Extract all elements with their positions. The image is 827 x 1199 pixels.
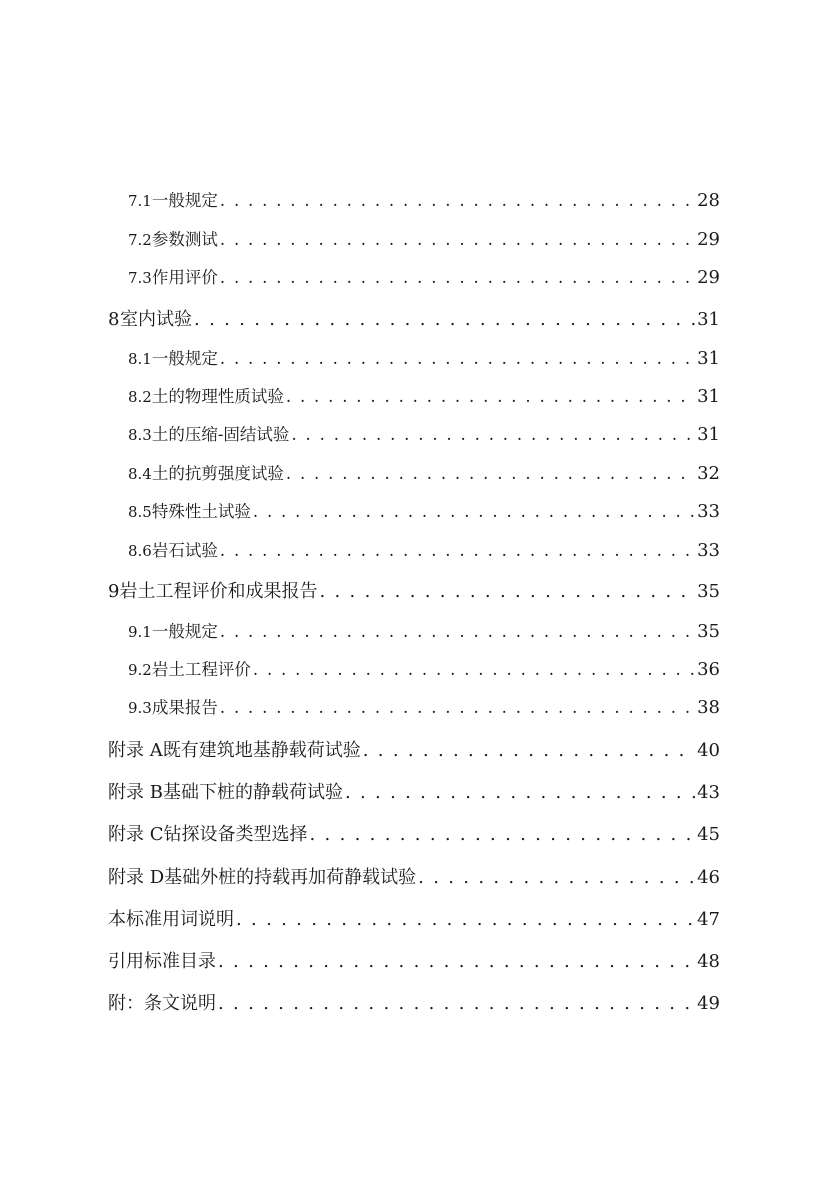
- toc-title: 土的物理性质试验: [151, 387, 284, 406]
- toc-entry-8-3[interactable]: [128, 421, 720, 445]
- toc-entry-9[interactable]: [108, 577, 720, 603]
- dot-leader: [220, 268, 695, 287]
- toc-entry-7-3[interactable]: [128, 264, 720, 288]
- toc-entry-7-2[interactable]: [128, 226, 720, 250]
- toc-page-number: 35: [697, 621, 720, 642]
- toc-number: 附录 B: [108, 782, 163, 803]
- toc-page-number: 28: [697, 190, 720, 211]
- toc-page-number: 32: [697, 463, 720, 484]
- toc-title: 基础外桩的持载再加荷静载试验: [164, 867, 417, 888]
- toc-title: 一般规定: [151, 349, 218, 368]
- dot-leader: [286, 464, 695, 483]
- dot-leader: [236, 909, 695, 930]
- toc-page-number: 49: [697, 993, 720, 1014]
- toc-title: 岩土工程评价和成果报告: [119, 581, 318, 602]
- toc-number: 8.1: [128, 350, 152, 368]
- toc-entry-8-1[interactable]: [128, 345, 720, 369]
- toc-title: 室内试验: [120, 309, 193, 330]
- toc-title: 岩土工程评价: [151, 660, 251, 679]
- dot-leader: [194, 309, 695, 330]
- toc-title: 参数测试: [151, 230, 218, 249]
- toc-number: 8.5: [128, 503, 152, 521]
- dot-leader: [253, 660, 695, 679]
- toc-number: 8.2: [128, 388, 152, 406]
- toc-title: 作用评价: [151, 268, 218, 287]
- dot-leader: [345, 782, 695, 803]
- toc-number: 9.1: [128, 623, 152, 641]
- toc-title: 钻探设备类型选择: [163, 824, 308, 845]
- dot-leader: [310, 824, 696, 845]
- toc-title: 一般规定: [151, 191, 218, 210]
- toc-entry-appendix-c[interactable]: [108, 820, 720, 846]
- toc-entry-8-6[interactable]: [128, 537, 720, 561]
- toc-page-number: 38: [697, 697, 720, 718]
- toc-entry-appendix-b[interactable]: [108, 778, 720, 804]
- toc-number: 7.3: [128, 269, 152, 287]
- toc-entry-appendix-d[interactable]: [108, 863, 720, 889]
- toc-number: 8.6: [128, 542, 152, 560]
- dot-leader: [218, 951, 695, 972]
- toc-entry-9-1[interactable]: [128, 618, 720, 642]
- toc-page-number: 35: [697, 581, 720, 602]
- toc-page-number: 36: [697, 659, 720, 680]
- toc-number: 8.4: [128, 465, 152, 483]
- toc-title: 一般规定: [151, 622, 218, 641]
- dot-leader: [418, 867, 695, 888]
- toc-entry-9-2[interactable]: [128, 656, 720, 680]
- toc-page-number: 40: [697, 740, 720, 761]
- toc-title: 引用标准目录: [108, 951, 216, 972]
- toc-number: 9.2: [128, 661, 152, 679]
- toc-number: 7.2: [128, 231, 152, 249]
- toc-entry-7-1[interactable]: [128, 187, 720, 211]
- toc-entry-8[interactable]: [108, 305, 720, 331]
- dot-leader: [363, 740, 695, 761]
- toc-page-number: 45: [697, 824, 720, 845]
- toc-entry-8-2[interactable]: [128, 383, 720, 407]
- toc-title: 特殊性土试验: [151, 502, 251, 521]
- toc-number: 8.3: [128, 426, 152, 444]
- dot-leader: [220, 541, 695, 560]
- toc-title: 附：条文说明: [108, 993, 216, 1014]
- toc-number: 附录 A: [108, 740, 163, 761]
- toc-page-number: 43: [697, 782, 720, 803]
- toc-page-number: 33: [697, 501, 720, 522]
- dot-leader: [220, 622, 695, 641]
- toc-title: 成果报告: [151, 698, 218, 717]
- dot-leader: [220, 349, 695, 368]
- dot-leader: [253, 502, 695, 521]
- dot-leader: [220, 698, 695, 717]
- toc-number: 7.1: [128, 192, 152, 210]
- toc-title: 土的抗剪强度试验: [151, 464, 284, 483]
- toc-title: 本标准用词说明: [108, 909, 234, 930]
- toc-entry-8-4[interactable]: [128, 460, 720, 484]
- toc-page-number: 31: [697, 348, 720, 369]
- toc-page-number: 31: [697, 386, 720, 407]
- toc-entry-appendix-a[interactable]: [108, 736, 720, 762]
- toc-page-number: 31: [697, 309, 720, 330]
- toc-title: 基础下桩的静载荷试验: [162, 782, 343, 803]
- toc-entry-commentary[interactable]: [108, 989, 720, 1015]
- toc-page-number: 33: [697, 540, 720, 561]
- toc-number: 8: [108, 309, 120, 330]
- dot-leader: [218, 993, 695, 1014]
- toc-number: 附录 C: [108, 824, 164, 845]
- toc-page-number: 46: [697, 867, 720, 888]
- toc-title: 岩石试验: [151, 541, 218, 560]
- toc-number: 附录 D: [108, 867, 165, 888]
- toc-page-number: 47: [697, 909, 720, 930]
- toc-entry-9-3[interactable]: [128, 694, 720, 718]
- dot-leader: [319, 581, 695, 602]
- toc-entry-8-5[interactable]: [128, 498, 720, 522]
- dot-leader: [291, 425, 695, 444]
- toc-number: 9: [108, 581, 120, 602]
- toc-title: 既有建筑地基静载荷试验: [162, 740, 361, 761]
- toc-number: 9.3: [128, 699, 152, 717]
- toc-entry-terms[interactable]: [108, 905, 720, 931]
- toc-page-number: 29: [697, 267, 720, 288]
- toc-entry-references[interactable]: [108, 947, 720, 973]
- dot-leader: [286, 387, 695, 406]
- dot-leader: [220, 230, 695, 249]
- toc-title: 土的压缩-固结试验: [151, 425, 290, 444]
- toc-page-number: 29: [697, 229, 720, 250]
- toc-page-number: 31: [697, 424, 720, 445]
- toc-page-number: 48: [697, 951, 720, 972]
- dot-leader: [220, 191, 695, 210]
